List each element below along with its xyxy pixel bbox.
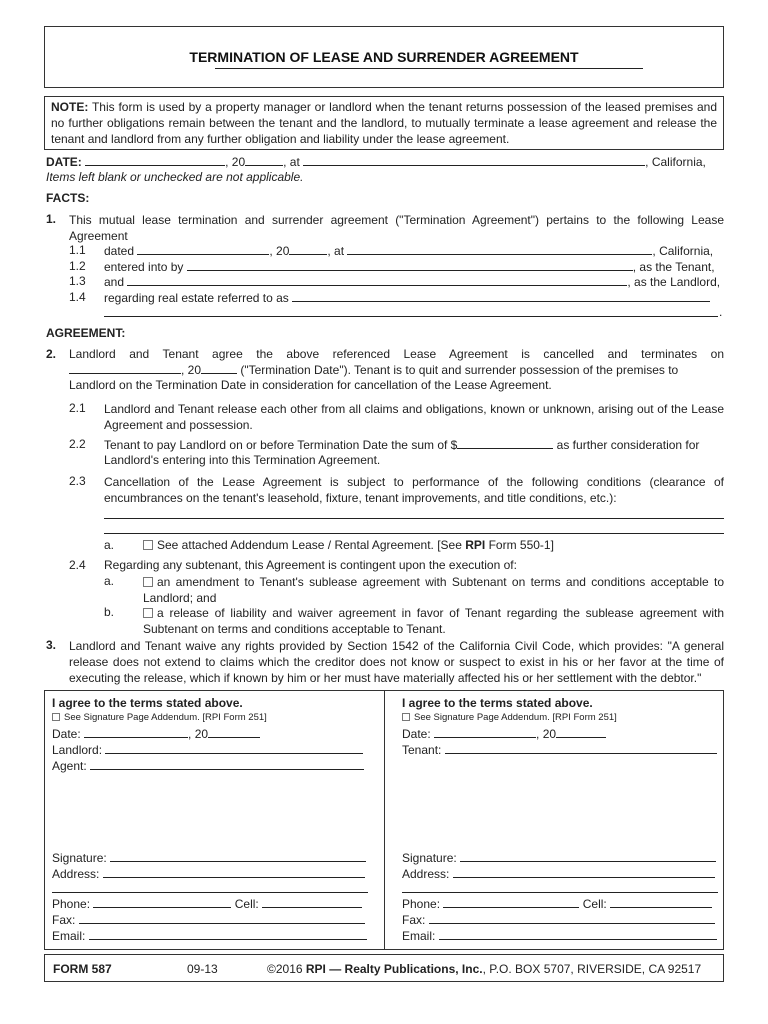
landlord-address: Address:: [52, 866, 365, 881]
tenant-year-field[interactable]: [556, 726, 606, 738]
addendum-checkbox[interactable]: [143, 540, 153, 550]
landlord-email-field[interactable]: [89, 928, 367, 940]
lease-year-field[interactable]: [289, 243, 327, 255]
tenant-signature: Signature:: [402, 850, 716, 865]
agreement-3: Landlord and Tenant waive any rights provided by Section 1542 of the California Civil Code, which provides: "A general release does not extend to claims which the creditor does not know or suspect to exist in his or her favor at the time of executing the release, which if known by him or her must have materially affected his or her settlement with the debtor.": [69, 639, 724, 685]
landlord-date-field[interactable]: [84, 726, 188, 738]
tenant-addendum-checkbox[interactable]: [402, 713, 410, 721]
termination-date-field[interactable]: [69, 362, 181, 374]
fact-1-3: and , as the Landlord,: [104, 275, 721, 289]
tenant-agree: I agree to the terms stated above.: [402, 696, 593, 710]
tenant-phone-field[interactable]: [443, 896, 579, 908]
year-field[interactable]: [245, 154, 283, 166]
tenant-addendum: See Signature Page Addendum. [RPI Form 251]: [402, 712, 617, 723]
tenant-date: Date: , 20: [402, 726, 606, 741]
tenant-phone: Phone: Cell:: [402, 896, 712, 911]
footer-box: [44, 954, 724, 982]
landlord-agree: I agree to the terms stated above.: [52, 696, 243, 710]
landlord-addendum: See Signature Page Addendum. [RPI Form 251]: [52, 712, 267, 723]
tenant-email: Email:: [402, 928, 717, 943]
conditions-field-2[interactable]: [104, 533, 724, 534]
property-field[interactable]: [292, 290, 710, 302]
payment-amount-field[interactable]: [457, 437, 553, 449]
fact-1-1: dated , 20 , at , California,: [104, 244, 714, 258]
landlord-name-field[interactable]: [127, 274, 627, 286]
landlord-name-input[interactable]: [105, 742, 363, 754]
sublease-amendment-option: an amendment to Tenant's sublease agreement with Subtenant on terms and conditions acceptable to Landlord; and: [143, 575, 724, 605]
fact-1-2: entered into by , as the Tenant,: [104, 260, 715, 274]
agreement-2-line3: Landlord on the Termination Date in consideration for cancellation of the Lease Agreement.: [69, 378, 552, 392]
landlord-name: Landlord:: [52, 742, 363, 757]
tenant-address-field[interactable]: [453, 866, 715, 878]
landlord-email: Email:: [52, 928, 367, 943]
release-option: a release of liability and waiver agreement in favor of Tenant regarding the sublease agreement with Subtenant on terms and conditions acceptable to Tenant.: [143, 606, 724, 636]
date-line: DATE: , 20 , at , California,: [46, 155, 706, 169]
date-field[interactable]: [85, 154, 225, 166]
title-box: [44, 26, 724, 88]
lease-location-field[interactable]: [347, 243, 652, 255]
note-box: [44, 96, 724, 150]
tenant-email-field[interactable]: [439, 928, 717, 940]
landlord-cell-field[interactable]: [262, 896, 362, 908]
agent-name: Agent:: [52, 758, 364, 773]
agreement-2-1: Landlord and Tenant release each other from all claims and obligations, known or unknown, arising out of the Lease Agreement and possession.: [104, 402, 724, 432]
fact-1-4: regarding real estate referred to as: [104, 290, 710, 305]
copyright: ©2016 RPI — Realty Publications, Inc., P.O. BOX 5707, RIVERSIDE, CA 92517: [267, 962, 702, 976]
landlord-addendum-checkbox[interactable]: [52, 713, 60, 721]
facts-heading: FACTS:: [46, 191, 90, 205]
agreement-2-2: Tenant to pay Landlord on or before Termination Date the sum of $ as further consideration for: [104, 438, 700, 452]
landlord-fax: Fax:: [52, 912, 365, 927]
agreement-heading: AGREEMENT:: [46, 326, 126, 340]
agent-name-input[interactable]: [90, 758, 364, 770]
landlord-year-field[interactable]: [208, 726, 260, 738]
landlord-fax-field[interactable]: [79, 912, 365, 924]
note-text: This form is used by a property manager or landlord when the tenant returns possession of the leased premises and no further obligations remain between the tenant and the landlord, to mutually terminate a lease agreement and release the tenant and landlord from any further obligation and liability under the lease agreement.: [51, 100, 717, 146]
tenant-signature-field[interactable]: [460, 850, 716, 862]
landlord-phone: Phone: Cell:: [52, 896, 362, 911]
termination-year-field[interactable]: [201, 362, 237, 374]
form-number: FORM 587: [53, 962, 112, 976]
amendment-checkbox[interactable]: [143, 577, 153, 587]
landlord-phone-field[interactable]: [93, 896, 231, 908]
addendum-option: See attached Addendum Lease / Rental Agreement. [See RPI Form 550-1]: [143, 538, 554, 552]
agreement-2-4: Regarding any subtenant, this Agreement is contingent upon the execution of:: [104, 558, 517, 572]
tenant-fax: Fax:: [402, 912, 715, 927]
agreement-2-line2: , 20 ("Termination Date"). Tenant is to quit and surrender possession of the premises to: [69, 362, 724, 377]
tenant-name-input[interactable]: [445, 742, 717, 754]
release-checkbox[interactable]: [143, 608, 153, 618]
tenant-address: Address:: [402, 866, 715, 881]
tenant-fax-field[interactable]: [429, 912, 715, 924]
tenant-cell-field[interactable]: [610, 896, 712, 908]
facts-paragraph: This mutual lease termination and surrender agreement ("Termination Agreement") pertains to the following Lease Agreement: [69, 213, 724, 243]
tenant-date-field[interactable]: [434, 726, 536, 738]
conditions-field-1[interactable]: [104, 518, 724, 519]
lease-date-field[interactable]: [137, 243, 269, 255]
landlord-address-field-2[interactable]: [52, 892, 368, 893]
property-field-2[interactable]: [104, 316, 718, 317]
landlord-address-field[interactable]: [103, 866, 365, 878]
form-revision: 09-13: [187, 962, 218, 976]
tenant-name: Tenant:: [402, 742, 717, 757]
location-field[interactable]: [303, 154, 645, 166]
agreement-2-line1: Landlord and Tenant agree the above referenced Lease Agreement is cancelled and terminates on: [69, 347, 724, 361]
page-title: TERMINATION OF LEASE AND SURRENDER AGREEMENT: [189, 49, 579, 65]
note-label: NOTE:: [51, 100, 89, 114]
agreement-2-3: Cancellation of the Lease Agreement is subject to performance of the following conditions (clearance of encumbrances on the tenant's leasehold, fixture, tenant improvements, and title conditions, etc.):: [104, 475, 724, 505]
landlord-date: Date: , 20: [52, 726, 260, 741]
blank-note: Items left blank or unchecked are not applicable.: [46, 170, 304, 184]
landlord-signature-field[interactable]: [110, 850, 366, 862]
tenant-address-field-2[interactable]: [402, 892, 718, 893]
tenant-name-field[interactable]: [187, 259, 633, 271]
landlord-signature: Signature:: [52, 850, 366, 865]
